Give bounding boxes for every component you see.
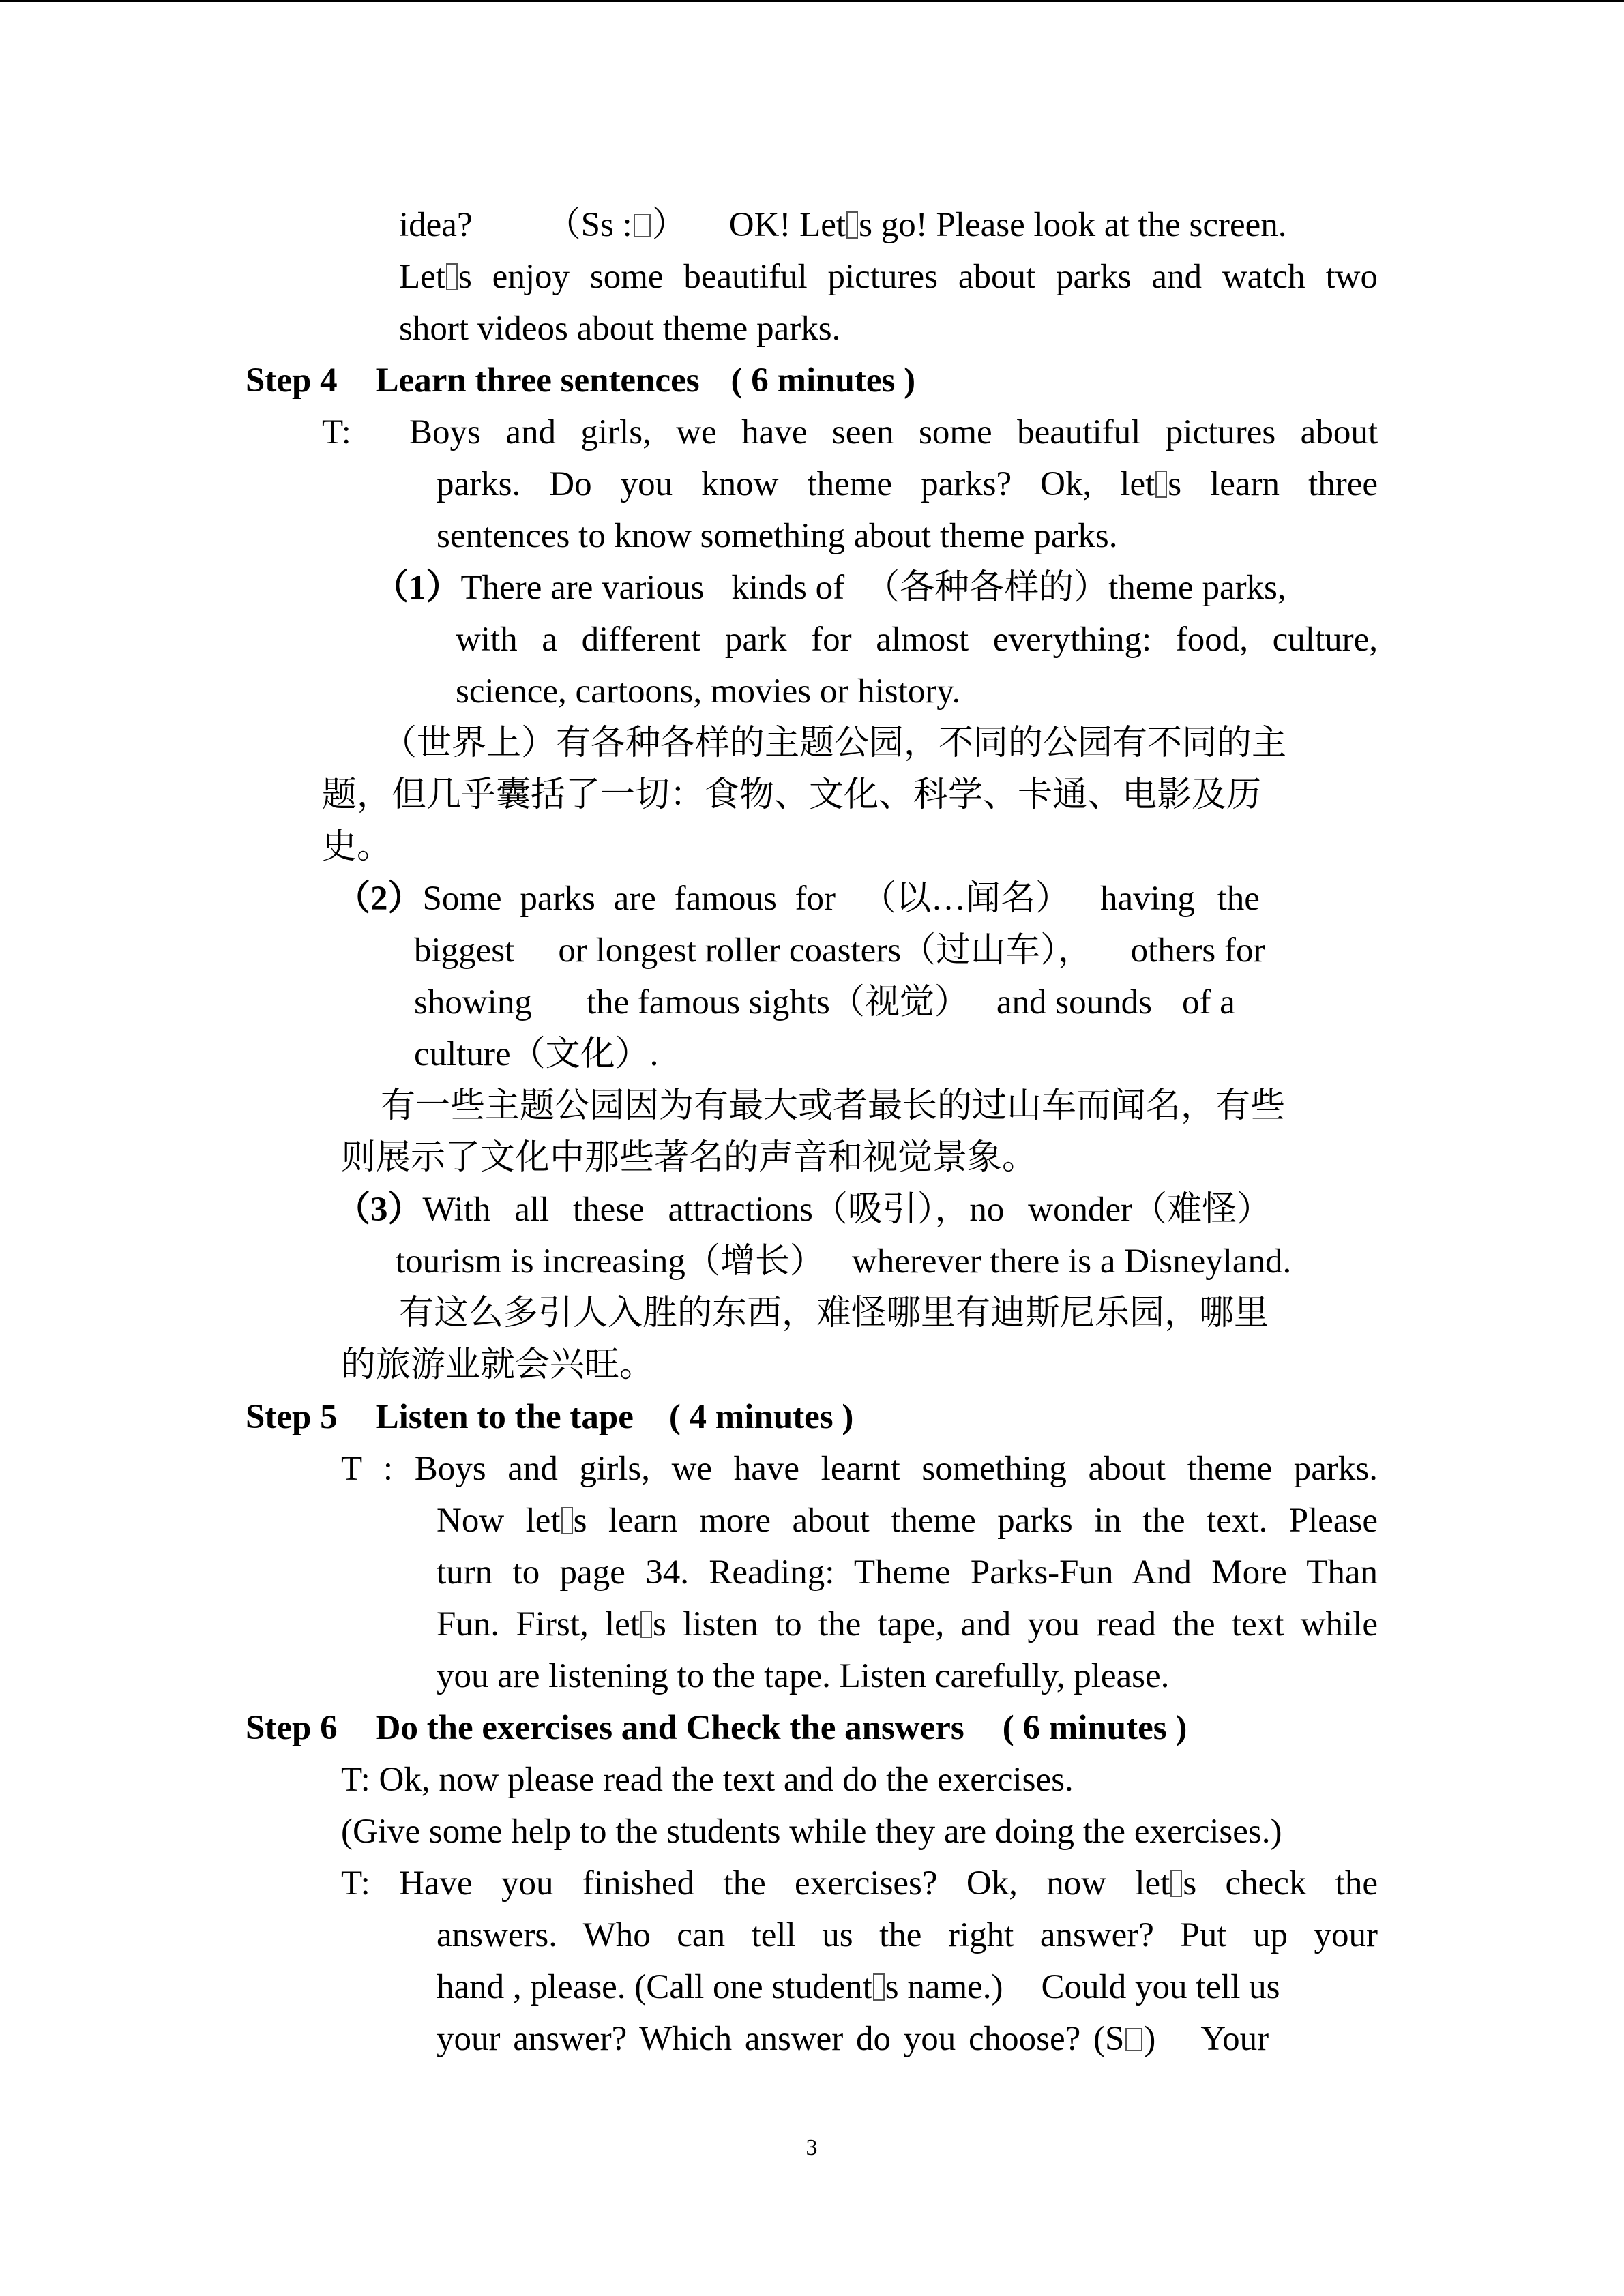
step4-text-1: Boys and girls, we have seen some beautiful pictures about (409, 413, 1378, 451)
step-time: ( 6 minutes ) (730, 361, 916, 400)
step-title: Listen to the tape (375, 1398, 634, 1436)
step6-text-3: T: Have you finished the exercises? Ok, now let s check the (341, 1864, 1378, 1903)
missing-glyph-box (561, 1507, 573, 1534)
step4-text-2: parks. Do you know theme parks? Ok, let s learn three (437, 465, 1378, 503)
missing-glyph-box (1125, 2028, 1142, 2051)
sentence-1-line-2: with a different park for almost everything: food, culture, (456, 621, 1378, 659)
step-time: ( 6 minutes ) (1002, 1709, 1187, 1747)
missing-glyph-box (846, 211, 858, 239)
missing-glyph-box (1155, 471, 1167, 498)
step5-text-3: turn to page 34. Reading: Theme Parks-Fun And More Than (437, 1553, 1378, 1592)
missing-glyph-box (873, 1973, 885, 2001)
step6-text-6: your answer? Which answer do you choose? (S ) Your (437, 2020, 1269, 2058)
intro-line-2: Let s enjoy some beautiful pictures about parks and watch two (399, 258, 1378, 296)
sentence-2-chinese-2: 则展示了文化中那些著名的声音和视觉景象。 (341, 1139, 1037, 1177)
step-label: Step 4 (246, 361, 338, 400)
sentence-2-line-4: culture（文化）. (414, 1035, 659, 1073)
page-number: 3 (806, 2135, 818, 2160)
step5-text-2: Now let s learn more about theme parks in the text. Please (437, 1502, 1378, 1540)
sentence-2-line-3: showing the famous sights（视觉） and sounds of a (414, 983, 1235, 1022)
step6-text-5: hand , please. (Call one student s name.) Could you tell us (437, 1968, 1280, 2006)
missing-glyph-box (446, 263, 458, 290)
sentence-3-chinese-2: 的旅游业就会兴旺。 (341, 1346, 655, 1384)
step5-text-1: T : Boys and girls, we have learnt something about theme parks. (341, 1450, 1378, 1488)
intro-line-1: idea? （Ss : ） OK! Let s go! Please look at the screen. (399, 206, 1287, 244)
step-title: Do the exercises and Check the answers (375, 1709, 964, 1747)
step-time: ( 4 minutes ) (668, 1398, 854, 1436)
sentence-2-line-1: （2）Some parks are famous for （以…闻名） having the (336, 880, 1260, 918)
step6-text-2: (Give some help to the students while they are doing the exercises.) (341, 1813, 1282, 1851)
missing-glyph-box (640, 1611, 652, 1638)
step-4-heading (246, 355, 915, 406)
step6-text-1: T: Ok, now please read the text and do the exercises. (341, 1761, 1074, 1799)
step-6-heading (246, 1702, 1187, 1754)
sentence-1-line-1: （1）There are various kinds of （各种各样的）theme parks, (374, 569, 1286, 607)
sentence-1-chinese-2: 题，但几乎囊括了一切：食物、文化、科学、卡通、电影及历 (322, 776, 1262, 814)
sentence-1-chinese-3: 史。 (322, 828, 392, 866)
step5-text-5: you are listening to the tape. Listen carefully, please. (437, 1657, 1170, 1695)
missing-glyph-box (634, 214, 651, 237)
missing-glyph-box (1170, 1870, 1182, 1897)
step-label: Step 6 (246, 1709, 338, 1747)
sentence-1-line-3: science, cartoons, movies or history. (456, 672, 961, 711)
page-top-border (0, 0, 1624, 2)
intro-line-3: short videos about theme parks. (399, 310, 841, 348)
step-label: Step 5 (246, 1398, 338, 1436)
sentence-3-line-2: tourism is increasing（增长） wherever there is a Disneyland. (396, 1242, 1292, 1281)
step6-text-4: answers. Who can tell us the right answer? Put up your (437, 1916, 1378, 1954)
step-5-heading (246, 1391, 853, 1443)
sentence-2-chinese-1: 有一些主题公园因为有最大或者最长的过山车而闻名，有些 (381, 1087, 1286, 1125)
step4-speaker: T: (322, 413, 351, 451)
sentence-2-line-2: biggest or longest roller coasters（过山车）， others for (414, 931, 1265, 970)
sentence-3-line-1: （3）With all these attractions（吸引），no wonder（难怪） (336, 1191, 1272, 1229)
step5-text-4: Fun. First, let s listen to the tape, and you read the text while (437, 1605, 1378, 1643)
sentence-3-chinese-1: 有这么多引人入胜的东西，难怪哪里有迪斯尼乐园，哪里 (399, 1294, 1269, 1332)
sentence-1-chinese-1: （世界上）有各种各样的主题公园，不同的公园有不同的主 (382, 724, 1287, 762)
step-title: Learn three sentences (375, 361, 700, 400)
step4-text-3: sentences to know something about theme parks. (437, 517, 1118, 555)
